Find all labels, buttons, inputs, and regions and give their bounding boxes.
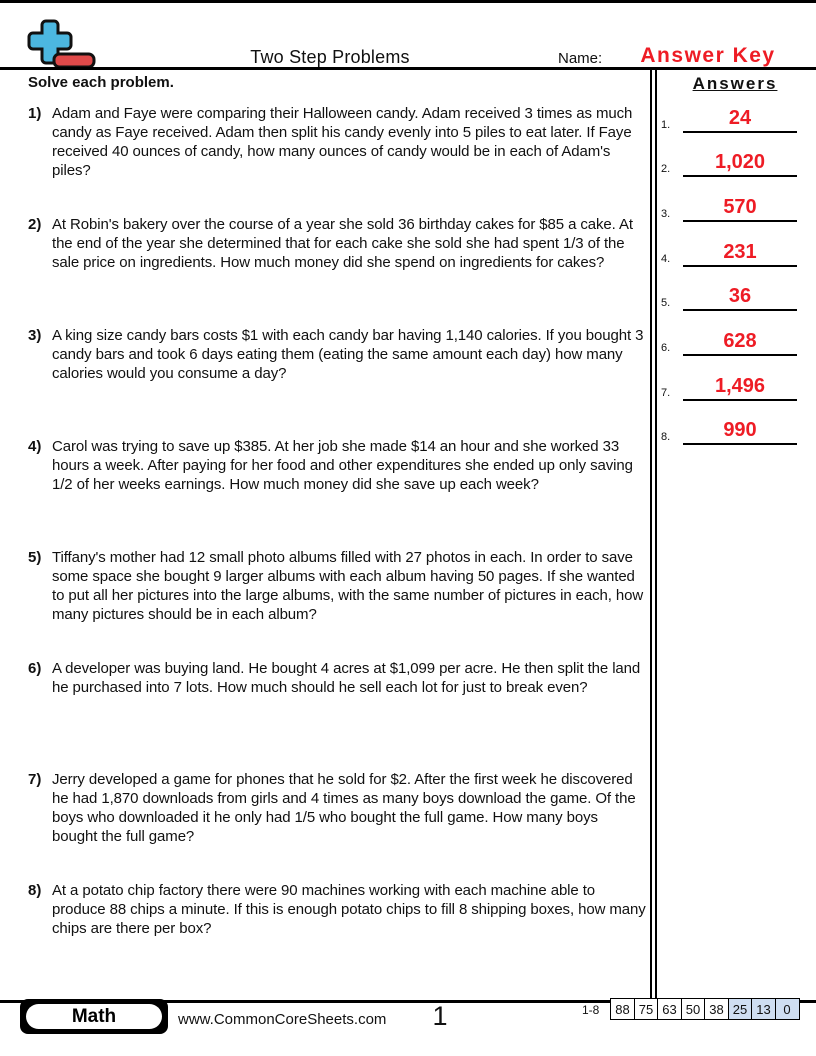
subject-badge	[20, 999, 168, 1034]
answer-value: 1,020	[683, 151, 797, 177]
problem-7	[28, 770, 646, 846]
answer-number: 2.	[661, 163, 671, 175]
problem-number: 4)	[28, 438, 42, 455]
name-label: Name:	[558, 50, 603, 67]
problem-number: 3)	[28, 327, 42, 344]
worksheet-title: Two Step Problems	[250, 47, 410, 67]
answer-number: 8.	[661, 431, 671, 443]
answer-number: 6.	[661, 342, 671, 354]
score-cell-highlighted: 13	[751, 998, 776, 1020]
problem-8	[28, 881, 646, 938]
problem-text: Jerry developed a game for phones that he sold for $2. After the first week he discovered he had 1,870 downloads from girls and 4 times as many boys download the game. Of the boys who downloaded it he only had 1/5 who bought the full game. How many boys bought the full game?	[52, 771, 636, 845]
problem-number: 2)	[28, 216, 42, 233]
answer-number: 1.	[661, 119, 671, 131]
score-cell: 63	[657, 998, 682, 1020]
score-cell: 50	[681, 998, 706, 1020]
answer-value: 628	[683, 330, 797, 356]
answer-row	[656, 419, 808, 445]
score-cell: 75	[634, 998, 659, 1020]
problem-6	[28, 659, 646, 697]
answer-value: 1,496	[683, 375, 797, 401]
answer-value: 36	[683, 285, 797, 311]
problem-text: A king size candy bars costs $1 with each candy bar having 1,140 calories. If you bought 3 candy bars and took 6 days eating them (eating the same amount each day) how many calories would you consume a day?	[52, 327, 644, 382]
problem-1	[28, 104, 646, 180]
website-url: www.CommonCoreSheets.com	[178, 1011, 387, 1028]
answer-row	[656, 285, 808, 311]
page-number: 1	[432, 1001, 448, 1031]
answer-number: 4.	[661, 253, 671, 265]
score-cell: 38	[704, 998, 729, 1020]
header-rule	[0, 67, 816, 70]
problem-text: Carol was trying to save up $385. At her job she made $14 an hour and she worked 33 hours a week. After paying for her food and other expenditures she ended up only saving 1/2 of her weeks earnings. How much money did she save up each week?	[52, 438, 633, 493]
answers-heading: Answers	[692, 74, 778, 93]
problem-4	[28, 437, 646, 494]
answer-row	[656, 375, 808, 401]
score-cell-highlighted: 25	[728, 998, 753, 1020]
problem-number: 6)	[28, 660, 42, 677]
answer-number: 3.	[661, 208, 671, 220]
problem-text: At a potato chip factory there were 90 machines working with each machine able to produce 88 chips a minute. If this is enough potato chips to fill 8 shipping boxes, how many chips are there per box?	[52, 882, 646, 937]
problem-number: 7)	[28, 771, 42, 788]
problem-text: Adam and Faye were comparing their Halloween candy. Adam received 3 times as much candy as Faye received. Adam then split his candy evenly into 5 piles to eat later. If Faye received 40 ounces of candy, how many ounces of candy would be in each of Adam's piles?	[52, 105, 633, 179]
answer-row	[656, 196, 808, 222]
problem-number: 8)	[28, 882, 42, 899]
score-cell-highlighted: 0	[775, 998, 800, 1020]
answer-row	[656, 330, 808, 356]
answer-number: 5.	[661, 297, 671, 309]
score-table	[610, 998, 800, 1020]
score-cell: 88	[610, 998, 635, 1020]
name-value-answer-key: Answer Key	[640, 44, 776, 67]
problem-number: 1)	[28, 105, 42, 122]
answer-value: 24	[683, 107, 797, 133]
subject-badge-label: Math	[26, 1004, 162, 1029]
answer-row	[656, 241, 808, 267]
answer-value: 990	[683, 419, 797, 445]
answer-row	[656, 107, 808, 133]
problem-3	[28, 326, 646, 383]
problem-text: At Robin's bakery over the course of a year she sold 36 birthday cakes for $85 a cake. At the end of the year she determined that for each cake she sold she had spent 1/3 of the sale price on ingredients. How much money did she spend on ingredients for cakes?	[52, 216, 633, 271]
problem-5	[28, 548, 646, 624]
instructions: Solve each problem.	[28, 74, 174, 91]
problem-2	[28, 215, 646, 272]
problem-number: 5)	[28, 549, 42, 566]
answer-value: 231	[683, 241, 797, 267]
score-range-label: 1-8	[582, 1003, 600, 1017]
answer-row	[656, 151, 808, 177]
problem-text: A developer was buying land. He bought 4 acres at $1,099 per acre. He then split the land he purchased into 7 lots. How much should he sell each lot for just to break even?	[52, 660, 641, 696]
answer-value: 570	[683, 196, 797, 222]
problem-text: Tiffany's mother had 12 small photo albums filled with 27 photos in each. In order to save some space she bought 9 larger albums with each album having 50 pages. If she wanted to put all her pictures into the large albums, with the same number of pictures in each, how many pictures should be in each album?	[52, 549, 644, 623]
answer-number: 7.	[661, 387, 671, 399]
